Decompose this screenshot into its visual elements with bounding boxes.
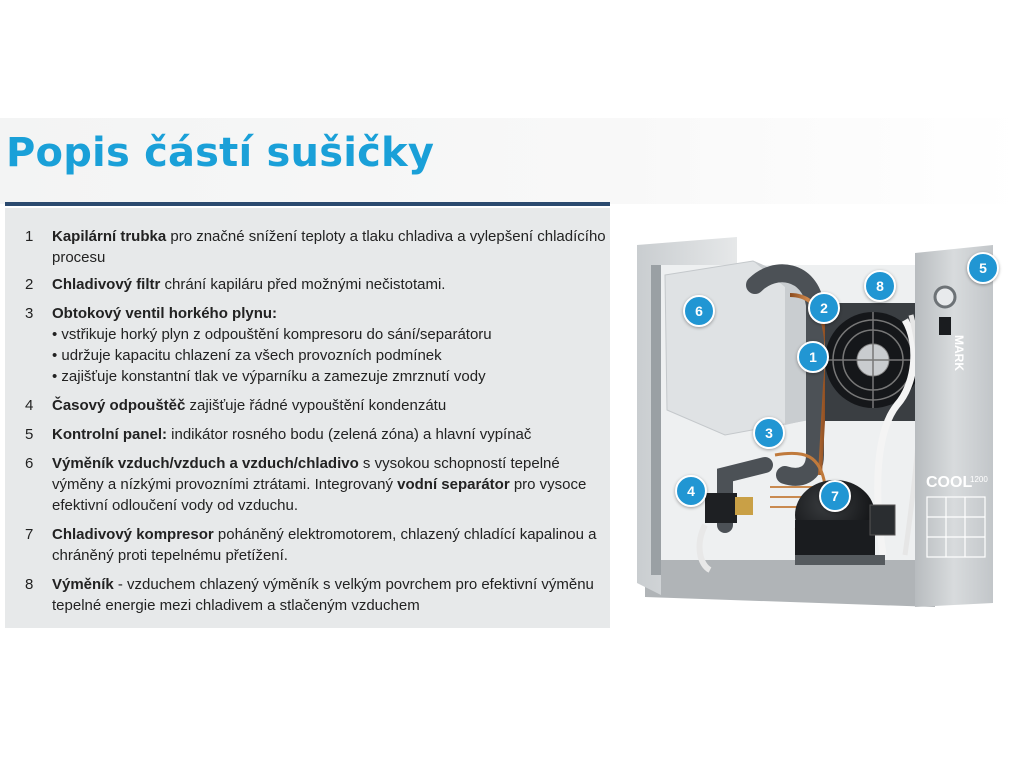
- model-text: COOL: [926, 474, 973, 491]
- callout-3: 3: [753, 417, 785, 449]
- title-divider: [5, 202, 610, 206]
- callout-2: 2: [808, 292, 840, 324]
- item-text: [52, 524, 607, 566]
- item-text: [52, 453, 607, 516]
- left-frame-edge: [651, 265, 661, 575]
- item-number: 4: [25, 397, 34, 414]
- item-term: Kapilární trubka: [52, 228, 167, 245]
- item-term: Kontrolní panel:: [52, 426, 167, 443]
- brand-text: MARK: [952, 335, 966, 371]
- item-number: 5: [25, 426, 34, 443]
- item-term: Chladivový filtr: [52, 276, 161, 293]
- item-term-secondary: vodní separátor: [397, 476, 510, 493]
- item-term: Výměník: [52, 576, 114, 593]
- bullet-line: • vstřikuje horký plyn z odpouštění kompresoru do sání/separátoru: [52, 326, 492, 343]
- callout-6: 6: [683, 295, 715, 327]
- drain-valve-body: [735, 497, 753, 515]
- item-number: 8: [25, 576, 34, 593]
- item-description: s vysokou schopností tepelné výměny a nízkými provozními ztrátami. Integrovaný: [52, 455, 560, 493]
- item-text: [52, 303, 607, 387]
- item-number: 6: [25, 455, 34, 472]
- callout-4: 4: [675, 475, 707, 507]
- bullet-line: • udržuje kapacitu chlazení za všech provozních podmínek: [52, 347, 442, 364]
- item-description-secondary: pro vysoce efektivní odloučení vody od vzduchu.: [52, 476, 587, 514]
- model-number: 1200: [970, 475, 988, 484]
- item-description: - vzduchem chlazený výměník s velkým povrchem pro efektivní výměnu tepelné energie mezi chladivem a stlačeným vzduchem: [52, 576, 594, 614]
- item-description: indikátor rosného bodu (zelená zóna) a hlavní vypínač: [167, 426, 532, 443]
- item-term: Chladivový kompresor: [52, 526, 214, 543]
- callout-7: 7: [819, 480, 851, 512]
- page-title: Popis částí sušičky: [6, 130, 435, 176]
- item-description: pro značné snížení teploty a tlaku chladiva a vylepšení chladícího procesu: [52, 228, 606, 266]
- dryer-illustration: [615, 225, 1020, 625]
- dryer-drawing: [615, 225, 1020, 625]
- dew-point-indicator: [935, 287, 955, 307]
- item-text: [52, 574, 607, 616]
- item-text: [52, 274, 607, 295]
- compressor-terminal-box: [870, 505, 895, 535]
- item-number: 2: [25, 276, 34, 293]
- item-term: Časový odpouštěč: [52, 397, 186, 414]
- item-term: Výměník vzduch/vzduch a vzduch/chladivo: [52, 455, 359, 472]
- item-description: zajišťuje řádné vypouštění kondenzátu: [185, 397, 447, 414]
- parts-description-panel: [5, 208, 610, 628]
- item-term: Obtokový ventil horkého plynu:: [52, 305, 278, 322]
- base-plate: [645, 560, 935, 607]
- item-description: poháněný elektromotorem, chlazený chladící kapalinou a chráněný proti tepelnému přetížení.: [52, 526, 597, 564]
- callout-5: 5: [967, 252, 999, 284]
- item-text: [52, 424, 607, 445]
- item-number: 3: [25, 305, 34, 322]
- callout-8: 8: [864, 270, 896, 302]
- item-number: 1: [25, 228, 34, 245]
- callout-1: 1: [797, 341, 829, 373]
- compressor-body: [795, 520, 875, 555]
- compressor-mount: [795, 555, 885, 565]
- item-text: [52, 226, 607, 268]
- item-number: 7: [25, 526, 34, 543]
- main-switch: [939, 317, 951, 335]
- item-description: chrání kapiláru před možnými nečistotami.: [160, 276, 446, 293]
- item-text: [52, 395, 607, 416]
- bullet-line: • zajišťuje konstantní tlak ve výparníku a zamezuje zmrznutí vody: [52, 368, 486, 385]
- drain-valve: [705, 493, 737, 523]
